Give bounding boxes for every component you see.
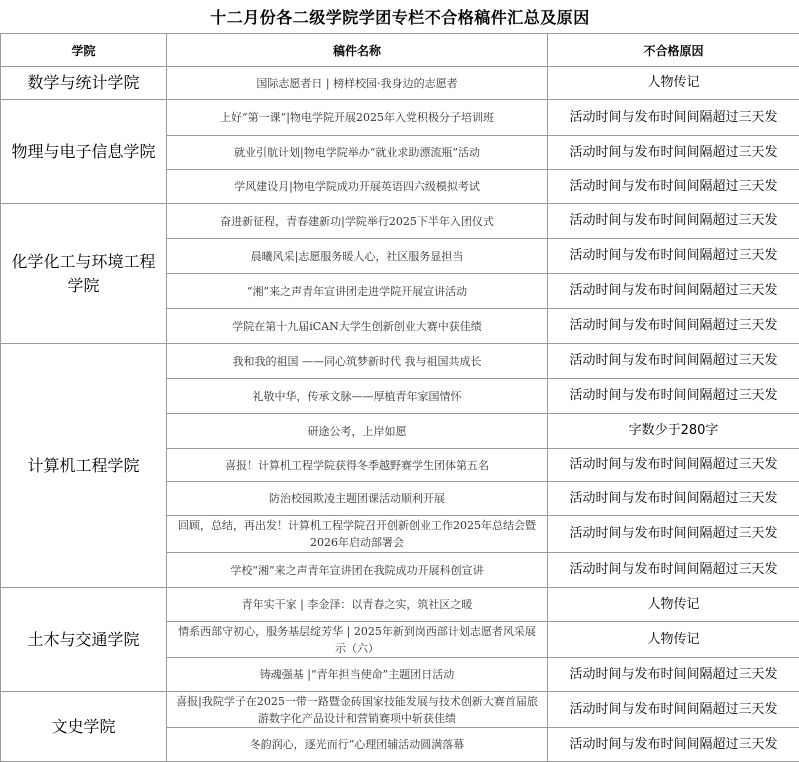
- article-cell: 晨曦风采|志愿服务暖人心，社区服务显担当: [167, 239, 548, 274]
- table-body: [1, 67, 799, 762]
- table-row: [1, 344, 799, 379]
- reason-cell: 活动时间与发布时间间隔超过三天发: [548, 449, 799, 482]
- reason-cell: 活动时间与发布时间间隔超过三天发: [548, 728, 799, 762]
- reason-cell: 人物传记: [548, 67, 799, 100]
- college-cell: 化学化工与环境工程学院: [1, 204, 167, 344]
- header-college: 学院: [1, 34, 167, 67]
- article-cell: 学校“湘”来之声青年宣讲团在我院成功开展科创宣讲: [167, 553, 548, 588]
- article-cell: 上好“第一课”|物电学院开展2025年入党积极分子培训班: [167, 100, 548, 136]
- college-cell: 计算机工程学院: [1, 344, 167, 588]
- article-cell: 我和我的祖国 ——同心筑梦新时代 我与祖国共成长: [167, 344, 548, 379]
- reason-cell: 活动时间与发布时间间隔超过三天发: [548, 516, 799, 553]
- college-cell: 物理与电子信息学院: [1, 100, 167, 204]
- reason-cell: 活动时间与发布时间间隔超过三天发: [548, 309, 799, 344]
- article-cell: 铸魂强基 |“青年担当使命”主题团日活动: [167, 658, 548, 692]
- table-row: [1, 67, 799, 100]
- reason-cell: 人物传记: [548, 588, 799, 622]
- reason-cell: 活动时间与发布时间间隔超过三天发: [548, 658, 799, 692]
- article-cell: 研途公考，上岸如愿: [167, 414, 548, 449]
- article-cell: “湘”来之声青年宣讲团走进学院开展宣讲活动: [167, 274, 548, 309]
- article-cell: 就业引航计划|物电学院举办“就业求助漂流瓶”活动: [167, 136, 548, 170]
- article-cell: 回顾，总结，再出发！计算机工程学院召开创新创业工作2025年总结会暨2026年启动部署会: [167, 516, 548, 553]
- article-cell: 国际志愿者日 | 榜样校园·我身边的志愿者: [167, 67, 548, 100]
- table-row: [1, 204, 799, 239]
- reason-cell: 活动时间与发布时间间隔超过三天发: [548, 379, 799, 414]
- reason-cell: 字数少于280字: [548, 414, 799, 449]
- header-article: 稿件名称: [167, 34, 548, 67]
- article-cell: 情系西部守初心，服务基层绽芳华 | 2025年新到岗西部计划志愿者风采展示（六）: [167, 622, 548, 658]
- reason-cell: 活动时间与发布时间间隔超过三天发: [548, 692, 799, 728]
- article-cell: 冬韵润心，逐光而行”心理团辅活动圆满落幕: [167, 728, 548, 762]
- article-cell: 喜报！计算机工程学院获得冬季越野赛学生团体第五名: [167, 449, 548, 482]
- table-row: [1, 100, 799, 136]
- article-cell: 青年实干家 | 李金泽：以青春之实，筑社区之暖: [167, 588, 548, 622]
- article-cell: 喜报|我院学子在2025一带一路暨金砖国家技能发展与技术创新大赛首届旅游数字化产品设计和营销赛项中斩获佳绩: [167, 692, 548, 728]
- reason-cell: 活动时间与发布时间间隔超过三天发: [548, 274, 799, 309]
- article-cell: 学院在第十九届iCAN大学生创新创业大赛中获佳绩: [167, 309, 548, 344]
- table-title: 十二月份各二级学院学团专栏不合格稿件汇总及原因: [210, 8, 590, 27]
- table-row: [1, 588, 799, 622]
- reason-cell: 活动时间与发布时间间隔超过三天发: [548, 136, 799, 170]
- reason-cell: 活动时间与发布时间间隔超过三天发: [548, 100, 799, 136]
- article-cell: 防治校园欺凌主题团课活动顺利开展: [167, 482, 548, 516]
- article-cell: 学风建设月|物电学院成功开展英语四六级模拟考试: [167, 170, 548, 204]
- article-cell: 奋进新征程，青春建新功|学院举行2025下半年入团仪式: [167, 204, 548, 239]
- article-cell: 礼敬中华，传承文脉——厚植青年家国情怀: [167, 379, 548, 414]
- table-row: [1, 692, 799, 728]
- college-cell: 文史学院: [1, 692, 167, 762]
- reason-cell: 活动时间与发布时间间隔超过三天发: [548, 482, 799, 516]
- reason-cell: 人物传记: [548, 622, 799, 658]
- reason-cell: 活动时间与发布时间间隔超过三天发: [548, 170, 799, 204]
- header-reason: 不合格原因: [548, 34, 799, 67]
- header-row: [1, 34, 799, 67]
- reason-cell: 活动时间与发布时间间隔超过三天发: [548, 204, 799, 239]
- reason-cell: 活动时间与发布时间间隔超过三天发: [548, 239, 799, 274]
- college-cell: 数学与统计学院: [1, 67, 167, 100]
- reason-cell: 活动时间与发布时间间隔超过三天发: [548, 553, 799, 588]
- college-cell: 土木与交通学院: [1, 588, 167, 692]
- reason-cell: 活动时间与发布时间间隔超过三天发: [548, 344, 799, 379]
